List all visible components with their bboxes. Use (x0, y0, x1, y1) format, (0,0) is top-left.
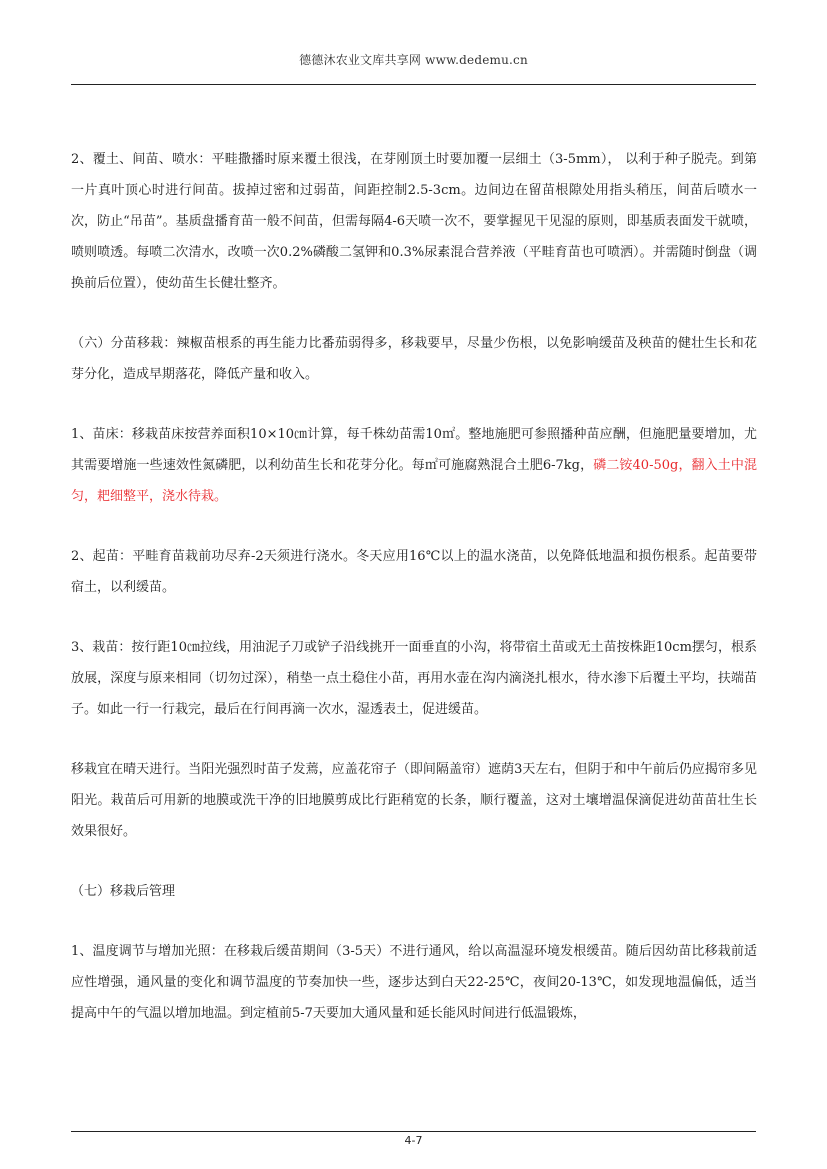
paragraph-transplanting-intro: （六）分苗移栽：辣椒苗根系的再生能力比番茄弱得多，移栽要早，尽量少伤根，以免影响缓苗及秧苗的健壮生长和花芽分化，造成早期落花，降低产量和收入。 (71, 336, 757, 382)
paragraph-seedbed (71, 419, 757, 512)
header-divider (71, 84, 756, 85)
document-body (71, 144, 757, 1058)
paragraph-temperature-light: 1、温度调节与增加光照：在移栽后缓苗期间（3-5天）不进行通风，给以高温湿环境发根缓苗。随后因幼苗比移栽前适应性增强，通风量的变化和调节温度的节奏加快一些，逐步达到白天22-25℃，夜间20-13℃，如发现地温偏低，适当提高中午的气温以增加地温。到定植前5-7天要加大通风量和延长能风时间进行低温锻炼， (71, 944, 757, 1021)
paragraph-lifting-seedlings: 2、起苗：平畦育苗栽前功尽弃-2天须进行浇水。冬天应用16℃以上的温水浇苗，以免降低地温和损伤根系。起苗要带宿土，以利缓苗。 (71, 549, 757, 595)
page-header-title: 德德沐农业文库共享网 www.dedemu.cn (299, 53, 528, 67)
paragraph-planting-seedlings: 3、栽苗：按行距10㎝拉线，用油泥子刀或铲子沿线挑开一面垂直的小沟，将带宿土苗或无土苗按株距10cm摆匀，根系放展，深度与原来相同（切勿过深），稍垫一点土稳住小苗，再用水壶在沟内滴浇扎根水，待水渗下后覆土平均，扶端苗子。如此一行一行栽完，最后在行间再滴一次水，湿透表土，促进缓苗。 (71, 640, 757, 717)
paragraph-sunny-day-transplant: 移栽宜在晴天进行。当阳光强烈时苗子发蔫，应盖花帘子（即间隔盖帘）遮荫3天左右，但阴于和中午前后仍应揭帘多见阳光。栽苗后可用新的地膜或洗干净的旧地膜剪成比行距稍宽的长条，顺行覆盖，这对土壤增温保滴促进幼苗苗壮生长效果很好。 (71, 762, 757, 839)
paragraph-covering-thinning-watering: 2、覆土、间苗、喷水：平畦撒播时原来覆土很浅，在芽刚顶土时要加覆一层细土（3-5mm）， 以利于种子脱壳。到第一片真叶顶心时进行间苗。拔掉过密和过弱苗，间距控制2.5-3cm。边间边在留苗根隙处用指头稍压，间苗后喷水一次，防止“吊苗”。基质盘播育苗一般不间苗，但需每隔4-6天喷一次不，要掌握见干见湿的原则，即基质表面发干就喷，喷则喷透。每喷二次清水，改喷一次0.2%磷酸二氢钾和0.3%尿素混合营养液（平畦育苗也可喷洒）。并需随时倒盘（调换前后位置），使幼苗生长健壮整齐。 (71, 152, 757, 291)
footer-divider (71, 1131, 756, 1132)
section-heading-post-transplant: （七）移栽后管理 (71, 884, 176, 899)
page-number: 4-7 (404, 1134, 423, 1147)
seedbed-highlight-text: 磷二铵40-50g，翻入土中混匀，耙细整平，浇水待栽。 (71, 458, 757, 504)
seedbed-text: 1、苗床：移栽苗床按营养面积10×10㎝计算，每千株幼苗需10㎡。整地施肥可参照播种苗应酬，但施肥量要增加，尤其需要增施一些速效性氮磷肥，以利幼苗生长和花芽分化。每㎡可施腐熟混合土肥6-7kg， (71, 427, 757, 473)
